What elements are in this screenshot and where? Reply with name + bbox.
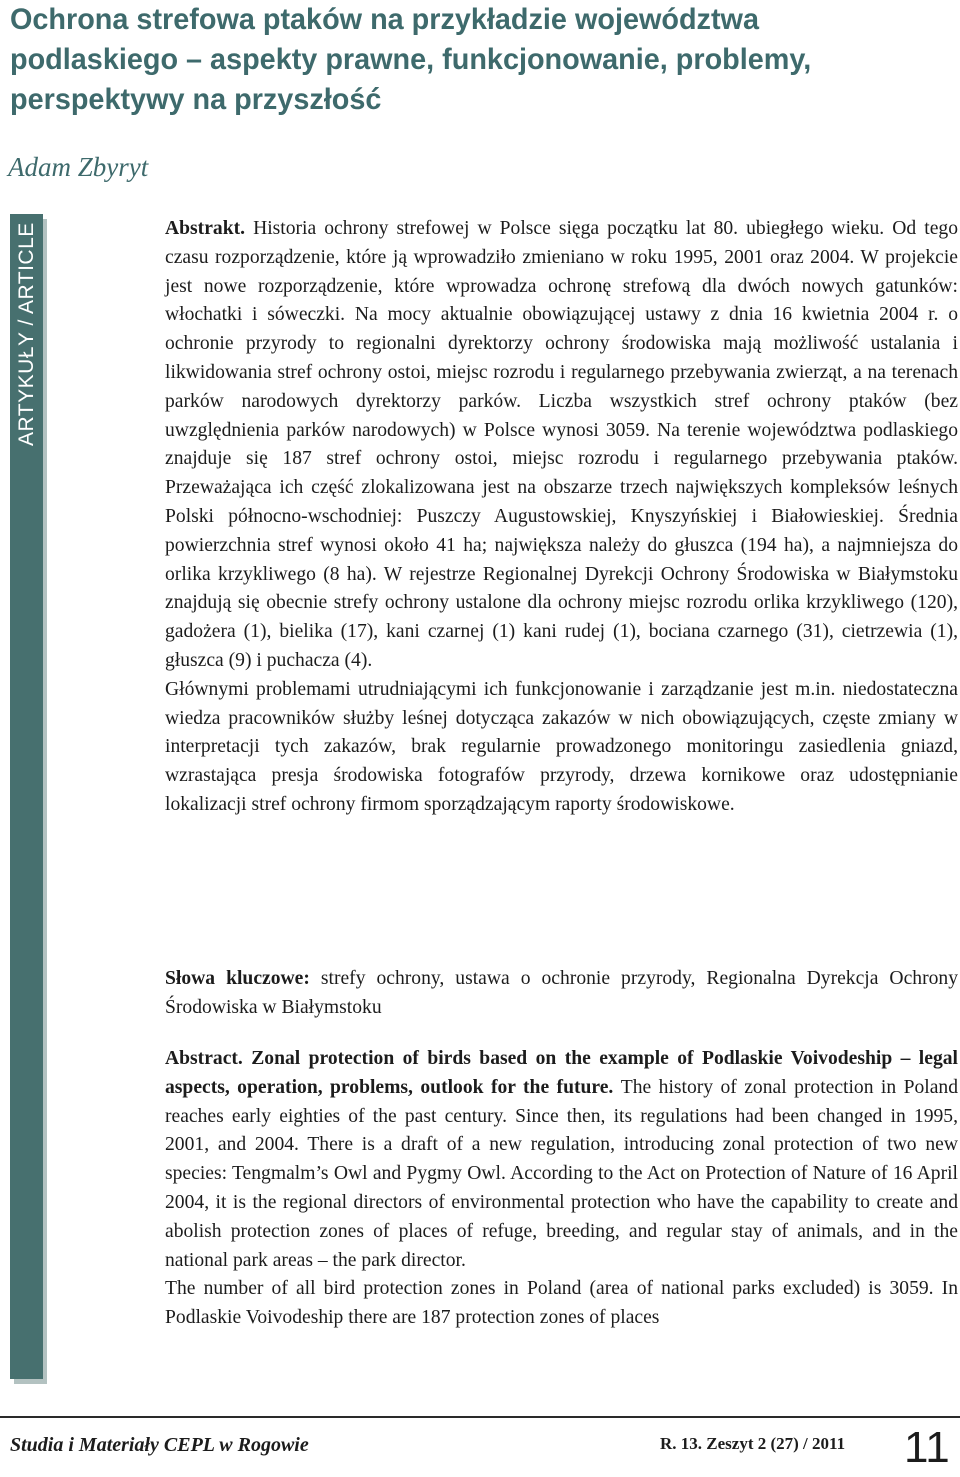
issue-info: R. 13. Zeszyt 2 (27) / 2011 — [660, 1434, 846, 1453]
abstract-en-label: Abstract. Zonal protection of birds based on the example of Podlaskie Voivodeship – legal aspects, operation, problems, outlook for the future. — [165, 1048, 958, 1098]
abstract-pl-text: Historia ochrony strefowej w Polsce sięga początku lat 80. ubiegłego wieku. Od tego czasu rozporządzenie, które ją wprowadziło zmieniano w roku 1995, 2001 oraz 2004. W projekcie jest nowe rozporządzenie, które wprowadza ochronę strefową dla dwóch nowych gatunków: włochatki i sóweczki. Na mocy aktualnie obowiązującej ustawy z dnia 16 kwietnia 2004 r. o ochronie przyrody to regionalni dyrektorzy ochrony środowiska mają możliwość ustalania i likwidowania stref ochrony ostoi, miejsc rozrodu i regularnego przebywania zwierząt, a na terenach parków narodowych dyrektorzy parków. Liczba wszystkich stref ochrony ptaków (bez uwzględnienia parków narodowych) w Polsce wynosi 3059. Na terenie województwa podlaskiego znajduje się 187 stref ochrony ostoi, miejsc rozrodu i regularnego przebywania ptaków. Przeważająca ich część zlokalizowana jest na obszarze trzech największych kompleksów leśnych Polski północno-wschodniej: Puszczy Augustowskiej, Knyszyńskiej i Białowieskiej. Średnia powierzchnia stref wynosi około 41 ha; największa należy do głuszca (194 ha), a najmniejsza do orlika krzykliwego (8 ha). W rejestrze Regionalnej Dyrekcji Ochrony Środowiska w Białymstoku znajdują się obecnie strefy ochrony ustalone dla ochrony miejsc rozrodu orlika krzykliwego (120), gadożera (1), bielika (17), kani czarnej (1) kani rudej (1), bociana czarnego (31), cietrzewia (1), głuszca (9) i puchacza (4). — [165, 218, 958, 671]
abstract-en-text: The history of zonal protection in Poland reaches early eighties of the past century. Since then, its regulations had been changed in 1995, 2001, and 2004. There is a draft of a new regulation, introducing zonal protection of two new species: Tengmalm’s Owl and Pygmy Owl. According to the Act on Protection of Nature of 16 April 2004, it is the regional directors of environmental protection who have the capability to create and abolish protection zones of places of refuge, breeding, and regular stay of animals, and in the national park areas – the park director. — [165, 1076, 959, 1271]
abstract-english — [165, 1045, 958, 1333]
journal-name: Studia i Materiały CEPL w Rogowie — [10, 1434, 309, 1456]
keywords-polish — [165, 965, 958, 1023]
author-name: Adam Zbyryt — [8, 152, 149, 182]
section-label: ARTYKUŁY / ARTICLE — [15, 222, 38, 446]
title-line: podlaskiego – aspekty prawne, funkcjonowanie, problemy, — [10, 43, 812, 76]
footer-divider — [0, 1416, 960, 1418]
title-line: perspektywy na przyszłość — [10, 83, 382, 116]
keywords-text: strefy ochrony, ustawa o ochronie przyrody, Regionalna Dyrekcja Ochrony Środowiska w Białymstoku — [165, 968, 958, 1018]
abstract-pl-label: Abstrakt. — [165, 218, 254, 239]
section-sidebar — [10, 214, 43, 1379]
abstract-en-text-2: The number of all bird protection zones in Poland (area of national parks excluded) is 3059. In Podlaskie Voivodeship there are 187 protection zones of places — [165, 1278, 958, 1329]
title-line: Ochrona strefowa ptaków na przykładzie województwa — [10, 3, 759, 36]
abstract-polish — [165, 215, 958, 820]
page-number: 11 — [904, 1423, 950, 1472]
article-title — [10, 0, 912, 120]
keywords-label: Słowa kluczowe: — [165, 968, 321, 989]
abstract-pl-text-2: Głównymi problemami utrudniającymi ich funkcjonowanie i zarządzanie jest m.in. niedostateczna wiedza pracowników służby leśnej dotycząca zakazów w nich obowiązujących, częste zmiany w interpretacji tych zakazów, brak regularnie prowadzonego monitoringu zasiedlenia gniazd, wzrastająca presja środowiska fotografów przyrody, drzewa kornikowe oraz udostępnianie lokalizacji stref ochrony firmom sporządzającym raporty środowiskowe. — [165, 678, 958, 815]
